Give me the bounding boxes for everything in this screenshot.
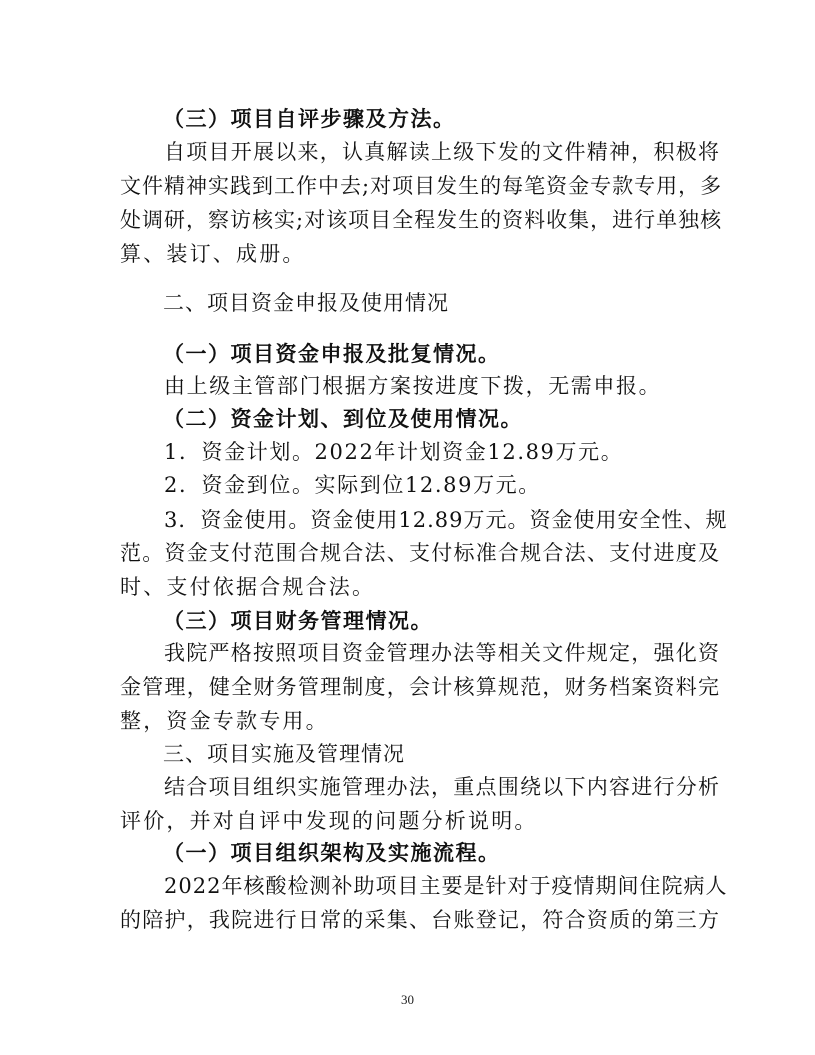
paragraph-line: 由上级主管部门根据方案按进度下拨，无需申报。	[164, 374, 662, 398]
section-heading-funds: 二、项目资金申报及使用情况	[163, 291, 449, 315]
paragraph-line: 结合项目组织实施管理办法，重点围绕以下内容进行分析	[164, 775, 720, 799]
list-item: 2．资金到位。实际到位12.89万元。	[164, 473, 541, 497]
heading-funds-plan: （二）资金计划、到位及使用情况。	[163, 406, 523, 431]
paragraph-line: 金管理，健全财务管理制度，会计核算规范，财务档案资料完	[120, 675, 720, 699]
paragraph-line: 整，资金专款专用。	[120, 709, 329, 733]
heading-financial-management: （三）项目财务管理情况。	[163, 608, 433, 633]
section-heading-implementation: 三、项目实施及管理情况	[163, 742, 405, 766]
paragraph-line: 范。资金支付范围合规合法、支付标准合规合法、支付进度及	[120, 541, 720, 565]
paragraph-line: 2022年核酸检测补助项目主要是针对于疫情期间住院病人	[164, 874, 728, 898]
heading-self-eval-steps: （三）项目自评步骤及方法。	[163, 106, 456, 131]
paragraph-line: 我院严格按照项目资金管理办法等相关文件规定，强化资	[164, 641, 720, 665]
heading-funds-application: （一）项目资金申报及批复情况。	[163, 341, 501, 366]
heading-organization-structure: （一）项目组织架构及实施流程。	[163, 840, 501, 865]
paragraph-line: 文件精神实践到工作中去;对项目发生的每笔资金专款专用，多	[120, 174, 723, 198]
paragraph-line: 的陪护，我院进行日常的采集、台账登记，符合资质的第三方	[120, 908, 720, 932]
paragraph-line: 处调研，察访核实;对该项目全程发生的资料收集，进行单独核	[120, 208, 723, 232]
list-item: 3．资金使用。资金使用12.89万元。资金使用安全性、规	[164, 508, 728, 532]
paragraph-line: 评价，并对自评中发现的问题分析说明。	[120, 809, 538, 833]
page-number: 30	[401, 992, 414, 1007]
paragraph-line: 自项目开展以来，认真解读上级下发的文件精神，积极将	[164, 140, 720, 164]
paragraph-line: 时、支付依据合规合法。	[120, 575, 376, 599]
paragraph-line: 算、装订、成册。	[120, 242, 306, 266]
list-item: 1．资金计划。2022年计划资金12.89万元。	[164, 440, 624, 464]
